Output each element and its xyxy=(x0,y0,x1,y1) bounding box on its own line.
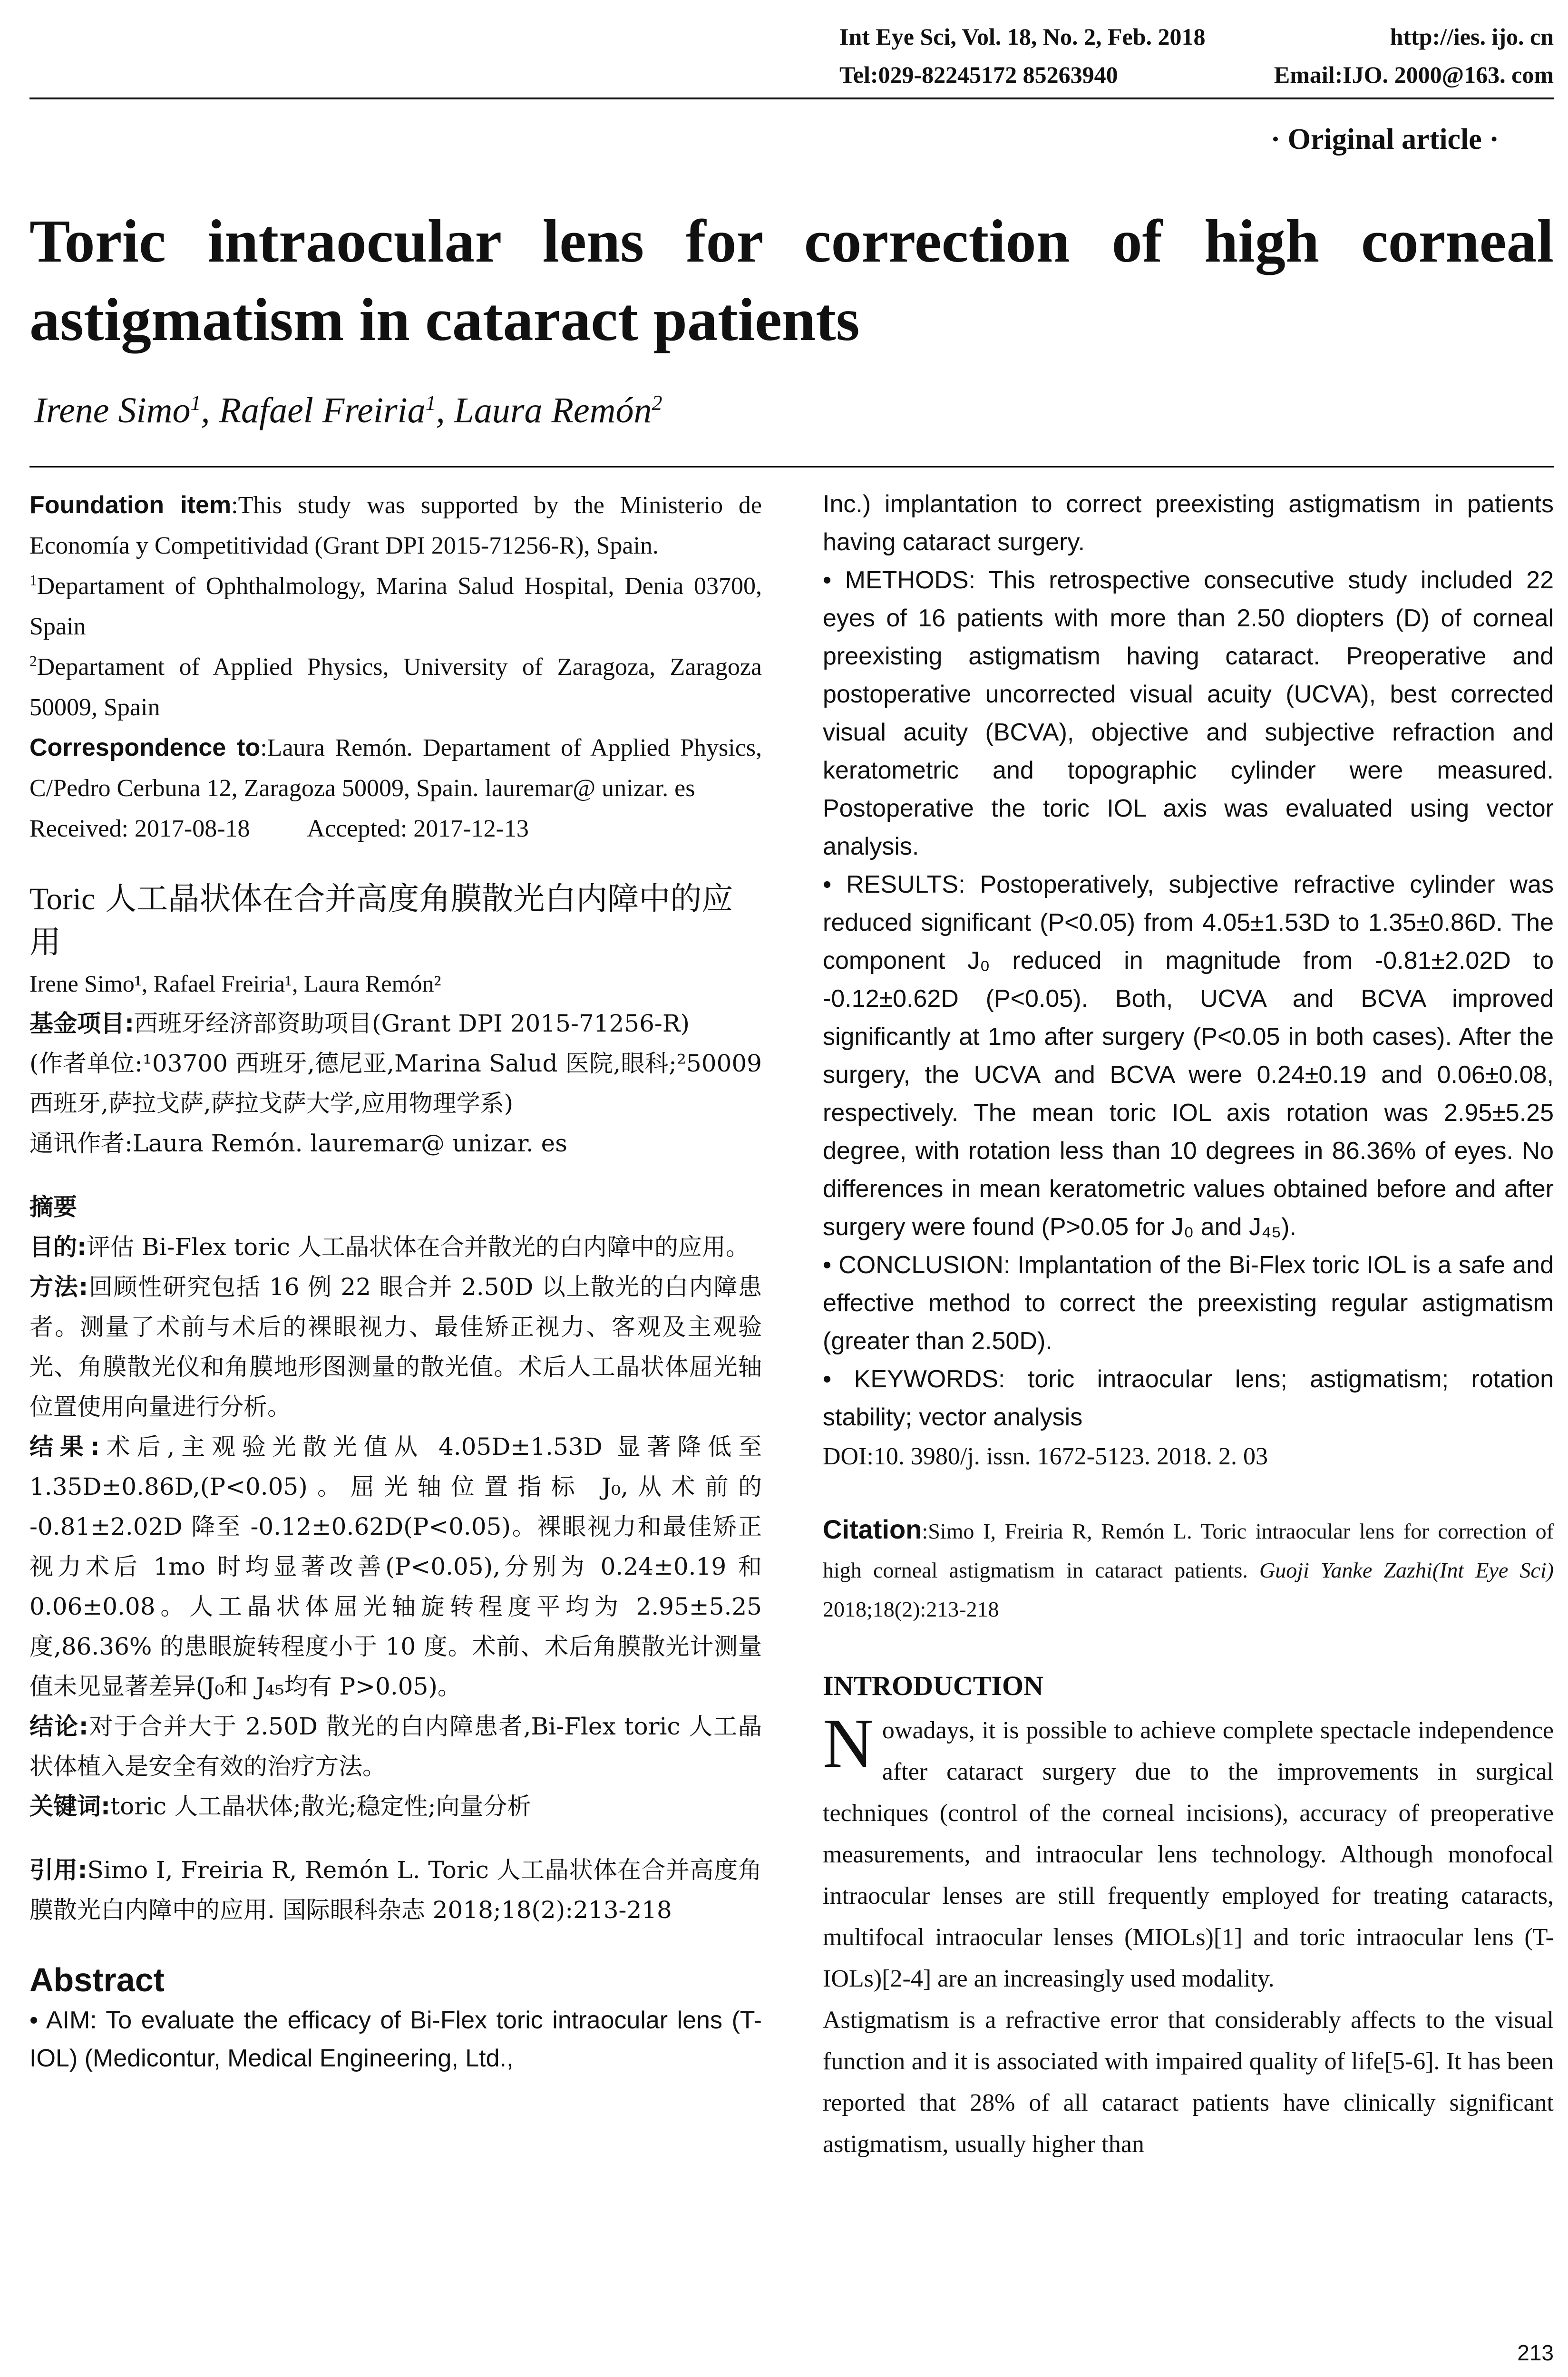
right-column xyxy=(823,485,1554,2165)
abstract-results: • RESULTS: Postoperatively, subjective refractive cylinder was reduced significant (P<0.05) from 4.05±1.53D to 1.35±0.86D. The component J₀ reduced in magnitude from -0.81±2.02D to -0.12±0.62D (P<0.05). Both, UCVA and BCVA improved significantly at 1mo after surgery (P<0.05 in both cases). After the surgery, the UCVA and BCVA were 0.24±0.19 and 0.06±0.08, respectively. The mean toric IOL axis rotation was 2.95±5.25 degree, with rotation less than 10 degrees in 86.36% of eyes. No differences in mean keratometric values obtained before and after surgery were found (P>0.05 for J₀ and J₄₅). xyxy=(823,871,1554,1241)
author-name: Rafael Freiria xyxy=(219,390,426,430)
abstract-methods: • METHODS: This retrospective consecutive study included 22 eyes of 16 patients with more than 2.50 diopters (D) of corneal preexisting astigmatism having cataract. Preoperative and postoperative uncorrected visual acuity (UCVA), best corrected visual acuity (BCVA), objective and subjective refraction and keratometric and topographic cylinder were measured. Postoperative the toric IOL axis was evaluated using vector analysis. xyxy=(823,566,1554,860)
cn-correspondence: 通讯作者:Laura Remón. lauremar@ unizar. es xyxy=(29,1130,567,1157)
cn-keywords: 关键词:toric 人工晶状体;散光;稳定性;向量分析 xyxy=(29,1792,531,1820)
cn-methods: 方法:回顾性研究包括 16 例 22 眼合并 2.50D 以上散光的白内障患者。测量了术前与术后的裸眼视力、最佳矫正视力、客观及主观验光、角膜散光仪和角膜地形图测量的散光值。术后人工晶状体屈光轴位置使用向量进行分析。 xyxy=(29,1273,762,1421)
introduction-paragraph-2: Astigmatism is a refractive error that considerably affects to the visual function and it is associated with impaired quality of life[5-6]. It has been reported that 28% of all cataract patients have clinically significant astigmatism, usually higher than xyxy=(823,2007,1554,2158)
left-column xyxy=(29,485,762,2077)
cn-conclusion: 结论:对于合并大于 2.50D 散光的白内障患者,Bi-Flex toric 人工晶状体植入是安全有效的治疗方法。 xyxy=(29,1713,762,1780)
abstract-keywords: • KEYWORDS: toric intraocular lens; astigmatism; rotation stability; vector analysis xyxy=(823,1365,1554,1431)
foundation-item: Foundation item:This study was supported by the Ministerio de Economía y Competitividad (Grant DPI 2015-71256-R), Spain. xyxy=(29,491,762,559)
article-title: Toric intraocular lens for correction of high corneal astigmatism in cataract patients xyxy=(29,207,1554,353)
cn-affiliation: (作者单位:¹03700 西班牙,德尼亚,Marina Salud 医院,眼科;²50009 西班牙,萨拉戈萨,萨拉戈萨大学,应用物理学系) xyxy=(29,1050,762,1117)
article-type: · Original article · xyxy=(1270,123,1499,156)
abstract-conclusion: • CONCLUSION: Implantation of the Bi-Flex toric IOL is a safe and effective method to correct the preexisting regular astigmatism (greater than 2.50D). xyxy=(823,1251,1554,1355)
journal-website[interactable]: http://ies. ijo. cn xyxy=(1390,23,1554,50)
drop-cap: N xyxy=(823,1705,874,1783)
cn-abstract-heading: 摘要 xyxy=(29,1193,77,1221)
abstract-aim: • AIM: To evaluate the efficacy of Bi-Flex toric intraocular lens (T-IOL) (Medicontur, Medical Engineering, Ltd., xyxy=(29,2007,762,2072)
abstract-heading: Abstract xyxy=(29,1961,165,1998)
affiliation-1: $^1$Departament of Ophthalmology, Marina Salud Hospital, Denia 03700, Spain xyxy=(29,572,762,640)
header-rule xyxy=(29,97,1554,99)
authors-rule xyxy=(29,466,1554,468)
introduction-paragraph-1: Nowadays, it is possible to achieve complete spectacle independence after cataract surgery due to the improvements in surgical techniques (control of the corneal incisions), accuracy of preoperative measurements, and intraocular lens technology. Although monofocal intraocular lenses are still frequently employed for treating cataracts, multifocal intraocular lenses (MIOLs)[1] and toric intraocular lens (T-IOLs)[2-4] are an increasingly used modality. xyxy=(823,1705,1554,1992)
author-name: Irene Simo xyxy=(34,390,191,430)
journal-email[interactable]: Email:IJO. 2000@163. com xyxy=(1274,61,1554,88)
author-list: Irene Simo$^1$, Rafael Freiria$^1$, Laura Remón$^2$ xyxy=(34,390,662,430)
introduction-heading: INTRODUCTION xyxy=(823,1670,1044,1701)
affiliation-2: $^2$Departament of Applied Physics, University of Zaragoza, Zaragoza 50009, Spain xyxy=(29,653,762,721)
cn-results: 结果:术后,主观验光散光值从 4.05D±1.53D 显著降低至 1.35D±0.86D,(P<0.05)。屈光轴位置指标 J₀,从术前的 -0.81±2.02D 降至 -0.12±0.62D(P<0.05)。裸眼视力和最佳矫正视力术后 1mo 时均显著改善(P<0.05),分别为 0.24±0.19 和 0.06±0.08。人工晶状体屈光轴旋转程度平均为 2.95±5.25 度,86.36% 的患眼旋转程度小于 10 度。术前、术后角膜散光计测量值未见显著差异(J₀和 J₄₅均有 P>0.05)。 xyxy=(29,1433,762,1700)
journal-info: Int Eye Sci, Vol. 18, No. 2, Feb. 2018 xyxy=(839,23,1206,50)
cn-title: Toric 人工晶状体在合并高度角膜散光白内障中的应用 xyxy=(29,880,733,960)
citation: Citation:Simo I, Freiria R, Remón L. Toric intraocular lens for correction of high corneal astigmatism in cataract patients. Guoji Yanke Zazhi(Int Eye Sci) 2018;18(2):213-218 xyxy=(823,1514,1554,1621)
cn-aim: 目的:评估 Bi-Flex toric 人工晶状体在合并散光的白内障中的应用。 xyxy=(29,1233,750,1261)
journal-tel: Tel:029-82245172 85263940 xyxy=(839,61,1118,88)
cn-citation: 引用:Simo I, Freiria R, Remón L. Toric 人工晶状体在合并高度角膜散光白内障中的应用. 国际眼科杂志 2018;18(2):213-218 xyxy=(29,1856,762,1924)
cn-authors: Irene Simo¹, Rafael Freiria¹, Laura Remón² xyxy=(29,970,441,997)
page-number: 213 xyxy=(1517,2340,1554,2365)
correspondence: Correspondence to:Laura Remón. Departament of Applied Physics, C/Pedro Cerbuna 12, Zaragoza 50009, Spain. lauremar@ unizar. es xyxy=(29,734,762,802)
dates: Received: 2017-08-18 Accepted: 2017-12-13 xyxy=(29,815,529,842)
doi[interactable]: DOI:10. 3980/j. issn. 1672-5123. 2018. 2. 03 xyxy=(823,1443,1268,1470)
cn-fund: 基金项目:西班牙经济部资助项目(Grant DPI 2015-71256-R) xyxy=(29,1010,690,1037)
author-name: Laura Remón xyxy=(454,390,652,430)
abstract-aim-continued: Inc.) implantation to correct preexisting astigmatism in patients having cataract surgery. xyxy=(823,490,1554,556)
